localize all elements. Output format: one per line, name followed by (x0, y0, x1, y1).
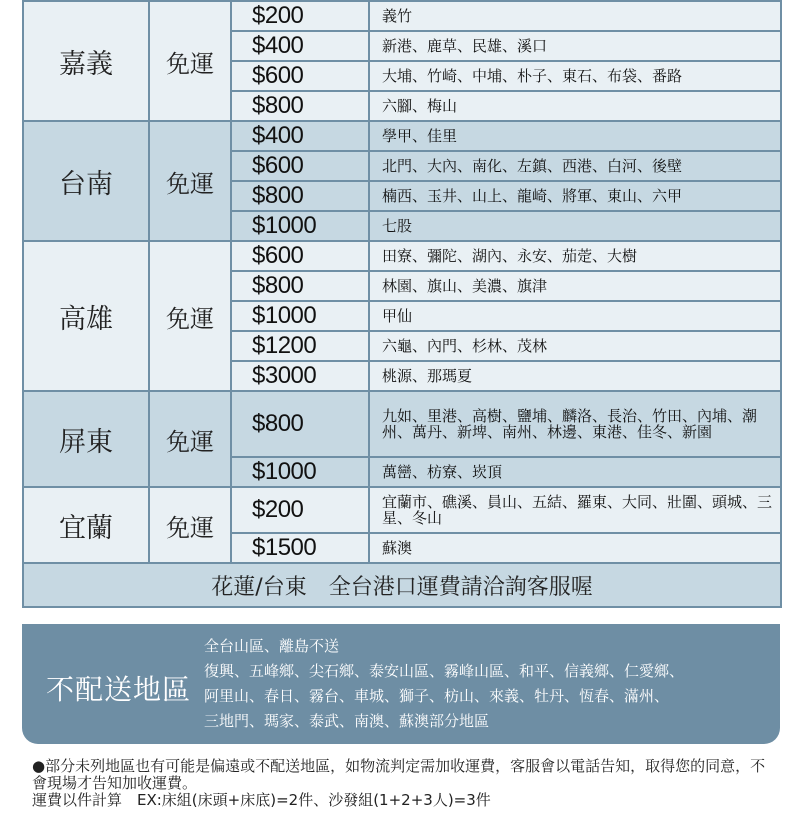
tier-areas: 新港、鹿草、民雄、溪口 (369, 31, 781, 61)
tier-areas: 九如、里港、高樹、鹽埔、麟洛、長治、竹田、內埔、潮州、萬丹、新埤、南州、林邊、東港、佳冬、新園 (369, 391, 781, 457)
tier-areas: 宜蘭市、礁溪、員山、五結、羅東、大同、壯圍、頭城、三星、冬山 (369, 487, 781, 533)
table-row (23, 1, 781, 31)
note-per-item-fee: 運費以件計算 EX:床組(床頭+床底)=2件、沙發組(1+2+3人)=3件 (32, 791, 491, 809)
no-delivery-title: 不配送地區 (46, 673, 192, 706)
tier-price: $800 (231, 271, 369, 301)
note-remote-areas: ●部分未列地區也有可能是偏遠或不配送地區，如物流判定需加收運費，客服會以電話告知，取得您的同意，不會現場才告知加收運費。 (32, 757, 766, 792)
tier-price: $600 (231, 151, 369, 181)
tier-areas: 六龜、內門、杉林、茂林 (369, 331, 781, 361)
tier-price: $800 (231, 391, 369, 457)
no-delivery-panel (22, 624, 780, 744)
no-delivery-line: 復興、五峰鄉、尖石鄉、泰安山區、霧峰山區、和平、信義鄉、仁愛鄉、 (204, 662, 685, 680)
tier-price: $3000 (231, 361, 369, 391)
no-delivery-list (204, 634, 684, 734)
tier-areas: 義竹 (369, 1, 781, 31)
no-delivery-line: 全台山區、離島不送 (204, 637, 340, 655)
tier-price: $1200 (231, 331, 369, 361)
tier-areas: 田寮、彌陀、湖內、永安、茄萣、大樹 (369, 241, 781, 271)
shipping-notes (32, 758, 772, 809)
region-name: 台南 (23, 121, 149, 241)
tier-price: $200 (231, 487, 369, 533)
table-footer-row (23, 563, 781, 607)
tier-areas: 蘇澳 (369, 533, 781, 563)
table-row (23, 391, 781, 457)
tier-areas: 七股 (369, 211, 781, 241)
region-name: 嘉義 (23, 1, 149, 121)
shipping-status: 免運 (149, 121, 231, 241)
tier-areas: 桃源、那瑪夏 (369, 361, 781, 391)
tier-price: $1000 (231, 457, 369, 487)
tier-price: $800 (231, 181, 369, 211)
tier-areas: 楠西、玉井、山上、龍崎、將軍、東山、六甲 (369, 181, 781, 211)
tier-price: $200 (231, 1, 369, 31)
tier-areas: 六腳、梅山 (369, 91, 781, 121)
table-row (23, 487, 781, 533)
tier-areas: 學甲、佳里 (369, 121, 781, 151)
table-row (23, 241, 781, 271)
no-delivery-line: 阿里山、春日、霧台、車城、獅子、枋山、來義、牡丹、恆春、滿州、 (204, 687, 670, 705)
shipping-status: 免運 (149, 1, 231, 121)
tier-price: $600 (231, 61, 369, 91)
tier-price: $1000 (231, 301, 369, 331)
tier-areas: 甲仙 (369, 301, 781, 331)
shipping-status: 免運 (149, 487, 231, 563)
tier-price: $1000 (231, 211, 369, 241)
tier-areas: 萬巒、枋寮、崁頂 (369, 457, 781, 487)
region-name: 宜蘭 (23, 487, 149, 563)
region-name: 高雄 (23, 241, 149, 391)
shipping-status: 免運 (149, 241, 231, 391)
tier-areas: 林園、旗山、美濃、旗津 (369, 271, 781, 301)
tier-price: $800 (231, 91, 369, 121)
shipping-status: 免運 (149, 391, 231, 487)
table-row (23, 121, 781, 151)
tier-price: $400 (231, 31, 369, 61)
tier-areas: 北門、大內、南化、左鎮、西港、白河、後壁 (369, 151, 781, 181)
port-shipping-note: 花蓮/台東 全台港口運費請洽詢客服喔 (23, 563, 781, 607)
shipping-fee-table-wrapper (22, 0, 780, 608)
shipping-fee-table (22, 0, 782, 608)
tier-price: $600 (231, 241, 369, 271)
tier-areas: 大埔、竹崎、中埔、朴子、東石、布袋、番路 (369, 61, 781, 91)
tier-price: $1500 (231, 533, 369, 563)
region-name: 屏東 (23, 391, 149, 487)
no-delivery-line: 三地門、瑪家、泰武、南澳、蘇澳部分地區 (204, 712, 490, 730)
tier-price: $400 (231, 121, 369, 151)
